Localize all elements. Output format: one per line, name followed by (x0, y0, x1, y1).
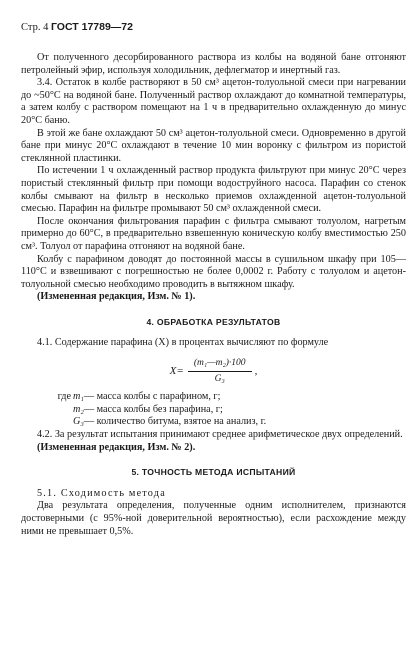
paragraph: По истечении 1 ч охлажденный раствор продукта фильтруют при минус 20°С через пористый стеклянный фильтр при помощи водоструйного насоса. Парафин со стенок колбы смывают на фильтр в несколько приемов охлажденной ацетон-толуольной смесью. Парафин на фильтре промывают 50 см³ охлажденной смеси. (21, 165, 406, 215)
legend-row (21, 404, 406, 417)
paragraph: 4.2. За результат испытания принимают среднее арифметическое двух определений. (37, 429, 403, 441)
paragraph: 3.4. Остаток в колбе растворяют в 50 см³ ацетон-толуольной смеси при нагревании до ~50°С на водяной бане. Полученный раствор охлаждают до комнатной температуры, а затем колбу с раствором помещают на 1 ч в предварительно охлажденную до минус 20°С баню. (21, 77, 406, 126)
page-header (21, 21, 133, 33)
paragraph: В этой же бане охлаждают 50 см³ ацетон-толуольной смеси. Одновременно в другой бане при минус 20°С охлаждают в течение 10 мин воронку с фильтром из пористой стеклянной пластинки. (21, 127, 406, 164)
legend-symbol: m₁ (73, 391, 84, 403)
legend-symbol: m₂ (73, 403, 84, 415)
paragraph: Два результата определения, полученные одним исполнителем, признаются достоверными (с 95%-ной доверительной вероятностью), если расхождение между ними не превышает 0,5%. (21, 500, 406, 537)
standard-number: ГОСТ 17789—72 (50, 21, 133, 33)
paragraph: После окончания фильтрования парафин с фильтра смывают толуолом, нагретым примерно до 60°С, в предварительно взвешенную коническую колбу вместимостью 250 см³. Толуол от парафина отгоняют на водяной бане. (21, 215, 406, 252)
legend-lead (21, 416, 73, 429)
formula-fraction (188, 357, 252, 385)
formula-tail: , (254, 364, 258, 377)
legend-lead (21, 404, 73, 417)
formula (21, 357, 406, 385)
revision-note: (Измененная редакция, Изм. № 1). (37, 291, 196, 303)
subsection-title: 5.1. Сходимость метода (37, 487, 166, 499)
revision-note: (Измененная редакция, Изм. № 2). (37, 441, 196, 453)
legend-text: — масса колбы без парафина, г; (83, 403, 223, 415)
paragraph: 4.1. Содержание парафина (X) в процентах вычисляют по формуле (37, 337, 329, 349)
legend-row (21, 391, 406, 404)
legend-text: — количество битума, взятое на анализ, г. (83, 416, 267, 428)
document-body (21, 52, 406, 538)
formula-denominator: G₃ (214, 373, 225, 384)
formula-numerator: (m₁—m₂)·100 (188, 357, 252, 372)
legend-row (21, 416, 406, 429)
section-heading: 4. ОБРАБОТКА РЕЗУЛЬТАТОВ (146, 316, 281, 327)
page-number: Стр. 4 (21, 22, 49, 33)
legend-symbol: G₃ (73, 416, 84, 428)
legend-text: — масса колбы с парафином, г; (83, 391, 221, 403)
paragraph: От полученного десорбированного раствора из колбы на водяной бане отгоняют петролейный эфир, используя холодильник, дефлегматор и инертный газ. (21, 52, 406, 76)
formula-legend (21, 391, 406, 429)
paragraph: Колбу с парафином доводят до постоянной массы в сушильном шкафу при 105—110°С и взвешивают с погрешностью не более 0,0002 г. Работу с толуолом и ацетон-толуольной смесью необходимо проводить в вытяжном шкафу. (21, 253, 406, 290)
section-heading: 5. ТОЧНОСТЬ МЕТОДА ИСПЫТАНИЙ (131, 467, 296, 478)
formula-lhs: X= (169, 364, 184, 377)
legend-lead: где (57, 391, 71, 403)
